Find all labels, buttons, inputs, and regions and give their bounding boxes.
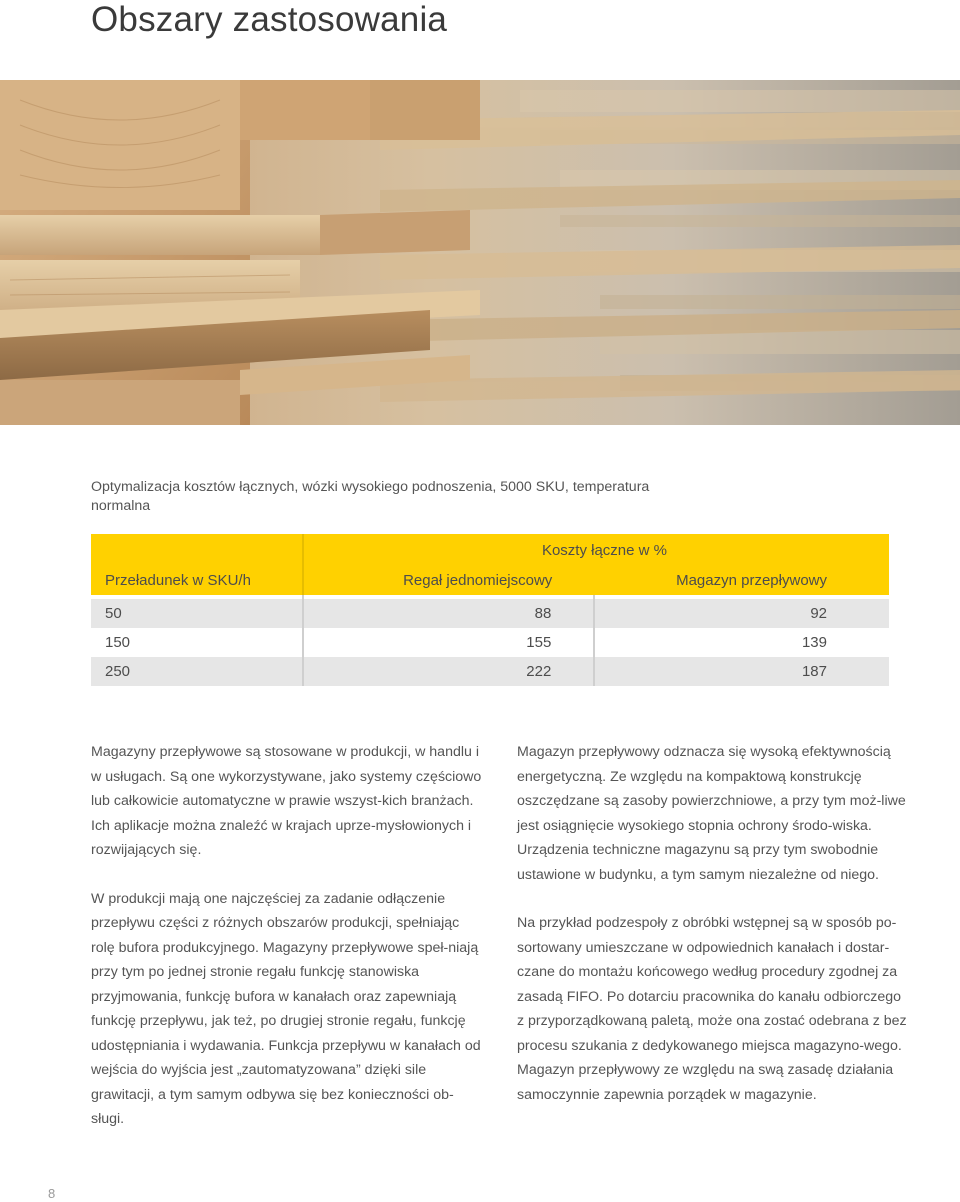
paragraph: Na przykład podzespoły z obróbki wstępnej są w sposób po-sortowany umieszczane w odpowiednich kanałach i dostar-czane do montażu końcowego według procedury zgodnej za zasadą FIFO. Po dotarciu pracownika do kanału odbiorczego z przyporządkowaną paletą, może ona zostać odebrana z bez procesu szukania z dedykowanego miejsca magazyno-wego. Magazyn przepływowy ze względu na swą zasadę działania samoczynnie zapewnia porządek w magazynie. [517,915,907,1103]
table-cell: 250 [91,657,303,686]
photo-illustration [0,80,960,425]
table-row [91,657,889,686]
table-cell: 187 [594,657,889,686]
table-caption: Optymalizacja kosztów łącznych, wózki wysokiego podnoszenia, 5000 SKU, temperatura normalna [91,479,650,514]
column-header: Regał jednomiejscowy [303,566,594,595]
table-cell: 50 [91,599,303,628]
table-row [91,628,889,657]
wood-pallets-photo [0,80,960,425]
table-cell: 139 [594,628,889,657]
table-cell: 88 [303,599,594,628]
column-header: Przeładunek w SKU/h [91,566,303,595]
table-cell: 150 [91,628,303,657]
table-cell: 155 [303,628,594,657]
table-cell: 92 [594,599,889,628]
table-header-row [91,566,889,595]
group-header: Koszty łączne w % [303,534,889,566]
page-title: Obszary zastosowania [91,0,448,39]
page-number: 8 [48,1186,56,1201]
paragraph: Magazyn przepływowy odznacza się wysoką efektywnością energetyczną. Ze względu na kompaktową konstrukcję oszczędzane są zasoby powierzchniowe, a przy tym moż-liwe jest osiągnięcie wysokiego stopnia ochrony środo-wiska. Urządzenia techniczne magazynu są przy tym swobodnie ustawione w budynku, a tym samym niezależne od niego. [517,744,906,883]
table-cell: 222 [303,657,594,686]
table-row [91,599,889,628]
column-header: Magazyn przepływowy [594,566,889,595]
text-column-left [91,740,483,1156]
paragraph: Magazyny przepływowe są stosowane w produkcji, w handlu i w usługach. Są one wykorzystywane, jako systemy częściowo lub całkowicie automatyczne w prawie wszyst-kich branżach. Ich aplikacje można znaleźć w krajach uprze-mysłowionych i rozwijających się. [91,744,482,858]
text-column-right [517,740,909,1131]
cost-table [91,534,889,686]
table-group-header-row [91,534,889,566]
paragraph: W produkcji mają one najczęściej za zadanie odłączenie przepływu części z różnych obszarów produkcji, spełniając rolę bufora produkcyjnego. Magazyny przepływowe speł-niają przy tym po jednej stronie regału funkcję stanowiska przyjmowania, funkcję bufora w kanałach oraz zapewniają funkcję przepływu, jak też, po drugiej stronie regału, funkcję udostępniania i wydawania. Funkcja przepływu w kanałach od wejścia do wyjścia jest „zautomatyzowana” dzięki sile grawitacji, a tym samym odbywa się bez konieczności ob-sługi. [91,890,481,1127]
